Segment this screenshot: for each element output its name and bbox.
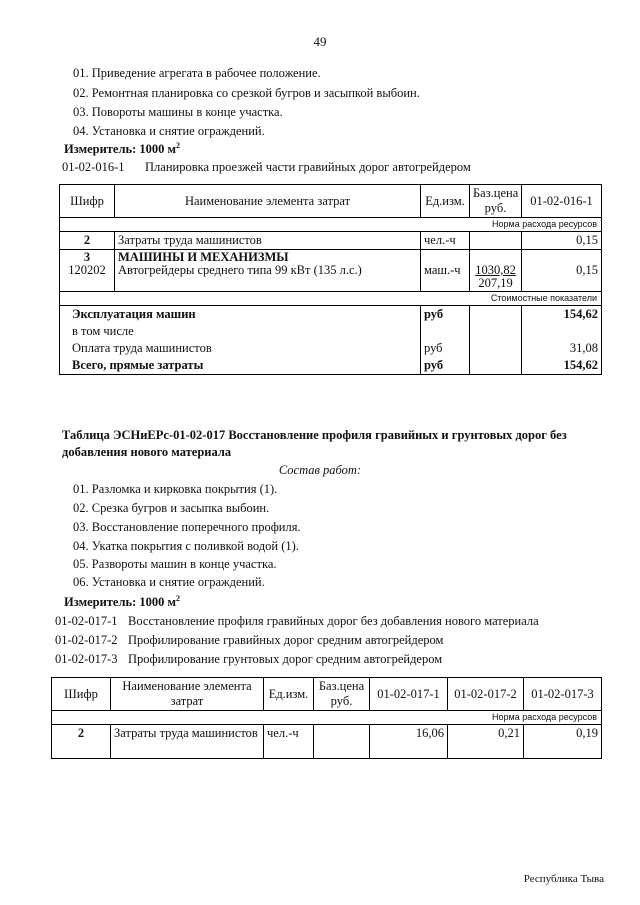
composition-heading: Состав работ: bbox=[278, 463, 362, 477]
col-header-value-1: 01-02-017-1 bbox=[370, 678, 448, 711]
cell-unit: руб bbox=[421, 306, 470, 324]
list-item: 03. Повороты машины в конце участка. bbox=[73, 105, 283, 119]
cell-name: в том числе bbox=[60, 323, 421, 340]
cell-value-1: 16,06 bbox=[370, 725, 448, 759]
table-row bbox=[60, 340, 602, 357]
list-item: 05. Развороты машин в конце участка. bbox=[73, 557, 277, 571]
col-header-price: Баз.цена руб. bbox=[314, 678, 370, 711]
norm-label: Норма расхода ресурсов bbox=[52, 711, 602, 725]
t1-code: 01-02-016-1 bbox=[62, 160, 125, 174]
t2-code-3: 01-02-017-3 bbox=[55, 652, 118, 666]
t1-meter: Измеритель: 1000 $м^2$ bbox=[64, 140, 181, 156]
page-number: 49 bbox=[313, 34, 327, 49]
list-item: 06. Установка и снятие ограждений. bbox=[73, 575, 265, 589]
list-item: 02. Ремонтная планировка со срезкой бугров и засыпкой выбоин. bbox=[73, 86, 420, 100]
list-item: 03. Восстановление поперечного профиля. bbox=[73, 520, 301, 534]
cell-value-2: 0,21 bbox=[448, 725, 524, 759]
footer-region: Республика Тыва bbox=[523, 873, 604, 885]
table-2-title-line-1: Таблица ЭСНиЕРс-01-02-017 Восстановление профиля гравийных и грунтовых дорог без bbox=[62, 428, 567, 442]
cell-value-3: 0,19 bbox=[524, 725, 602, 759]
t2-code-2-description: Профилирование гравийных дорог средним автогрейдером bbox=[128, 633, 444, 647]
col-header-code: Шифр bbox=[52, 678, 111, 711]
cell-price bbox=[314, 725, 370, 759]
cell-price bbox=[470, 306, 522, 324]
cell-unit: чел.-ч bbox=[421, 232, 470, 250]
cell-value: 154,62 bbox=[522, 357, 602, 375]
table-row bbox=[60, 357, 602, 375]
cell-price bbox=[470, 323, 522, 340]
table-row bbox=[60, 306, 602, 324]
col-header-name: Наименование элемента затрат bbox=[111, 678, 264, 711]
cell-price bbox=[470, 340, 522, 357]
cell-name: Затраты труда машинистов bbox=[111, 725, 264, 759]
col-header-value-3: 01-02-017-3 bbox=[524, 678, 602, 711]
cell-code: 2 bbox=[60, 232, 115, 250]
cell-name: Всего, прямые затраты bbox=[60, 357, 421, 375]
cell-name: Оплата труда машинистов bbox=[60, 340, 421, 357]
cell-value: 0,15 bbox=[522, 232, 602, 250]
list-item: 01. Приведение агрегата в рабочее положение. bbox=[73, 66, 321, 80]
list-item: 01. Разломка и кирковка покрытия (1). bbox=[73, 482, 278, 496]
cell-code: 2 bbox=[52, 725, 111, 759]
col-header-name: Наименование элемента затрат bbox=[115, 185, 421, 218]
list-item: 04. Укатка покрытия с поливкой водой (1). bbox=[73, 539, 299, 553]
col-header-value-2: 01-02-017-2 bbox=[448, 678, 524, 711]
cell-unit: руб bbox=[421, 357, 470, 375]
table-row bbox=[60, 250, 602, 292]
t2-meter: Измеритель: 1000 $м^2$ bbox=[64, 593, 181, 609]
col-header-price: Баз.цена руб. bbox=[470, 185, 522, 218]
col-header-unit: Ед.изм. bbox=[264, 678, 314, 711]
table-1 bbox=[59, 184, 602, 375]
cell-value: 0,15 bbox=[522, 250, 602, 292]
table-row bbox=[60, 323, 602, 340]
col-header-value: 01-02-016-1 bbox=[522, 185, 602, 218]
cell-name: Эксплуатация машин bbox=[60, 306, 421, 324]
norm-label: Норма расхода ресурсов bbox=[60, 218, 602, 232]
table-row bbox=[60, 232, 602, 250]
cell-value bbox=[522, 323, 602, 340]
cell-name: МАШИНЫ И МЕХАНИЗМЫ Автогрейдеры среднего типа 99 кВт (135 л.с.) bbox=[115, 250, 421, 292]
t2-code-1-description: Восстановление профиля гравийных дорог без добавления нового материала bbox=[128, 614, 539, 628]
cell-value: 154,62 bbox=[522, 306, 602, 324]
list-item: 04. Установка и снятие ограждений. bbox=[73, 124, 265, 138]
t1-code-description: Планировка проезжей части гравийных дорог автогрейдером bbox=[145, 160, 471, 174]
cell-unit: руб bbox=[421, 340, 470, 357]
list-item: 02. Срезка бугров и засыпка выбоин. bbox=[73, 501, 270, 515]
col-header-code: Шифр bbox=[60, 185, 115, 218]
cell-price bbox=[470, 357, 522, 375]
cell-unit: чел.-ч bbox=[264, 725, 314, 759]
col-header-unit: Ед.изм. bbox=[421, 185, 470, 218]
cell-unit bbox=[421, 323, 470, 340]
cell-name: Затраты труда машинистов bbox=[115, 232, 421, 250]
t2-code-1: 01-02-017-1 bbox=[55, 614, 118, 628]
t2-code-2: 01-02-017-2 bbox=[55, 633, 118, 647]
cell-price bbox=[470, 232, 522, 250]
cost-label: Стоимостные показатели bbox=[60, 292, 602, 306]
t2-code-3-description: Профилирование грунтовых дорог средним автогрейдером bbox=[128, 652, 443, 666]
cell-unit: маш.-ч bbox=[421, 250, 470, 292]
table-row bbox=[52, 725, 602, 759]
table-2 bbox=[51, 677, 602, 759]
cell-value: 31,08 bbox=[522, 340, 602, 357]
cell-price: 1030,82 207,19 bbox=[470, 250, 522, 292]
cell-code: 3 120202 bbox=[60, 250, 115, 292]
table-2-title-line-2: добавления нового материала bbox=[62, 445, 232, 459]
